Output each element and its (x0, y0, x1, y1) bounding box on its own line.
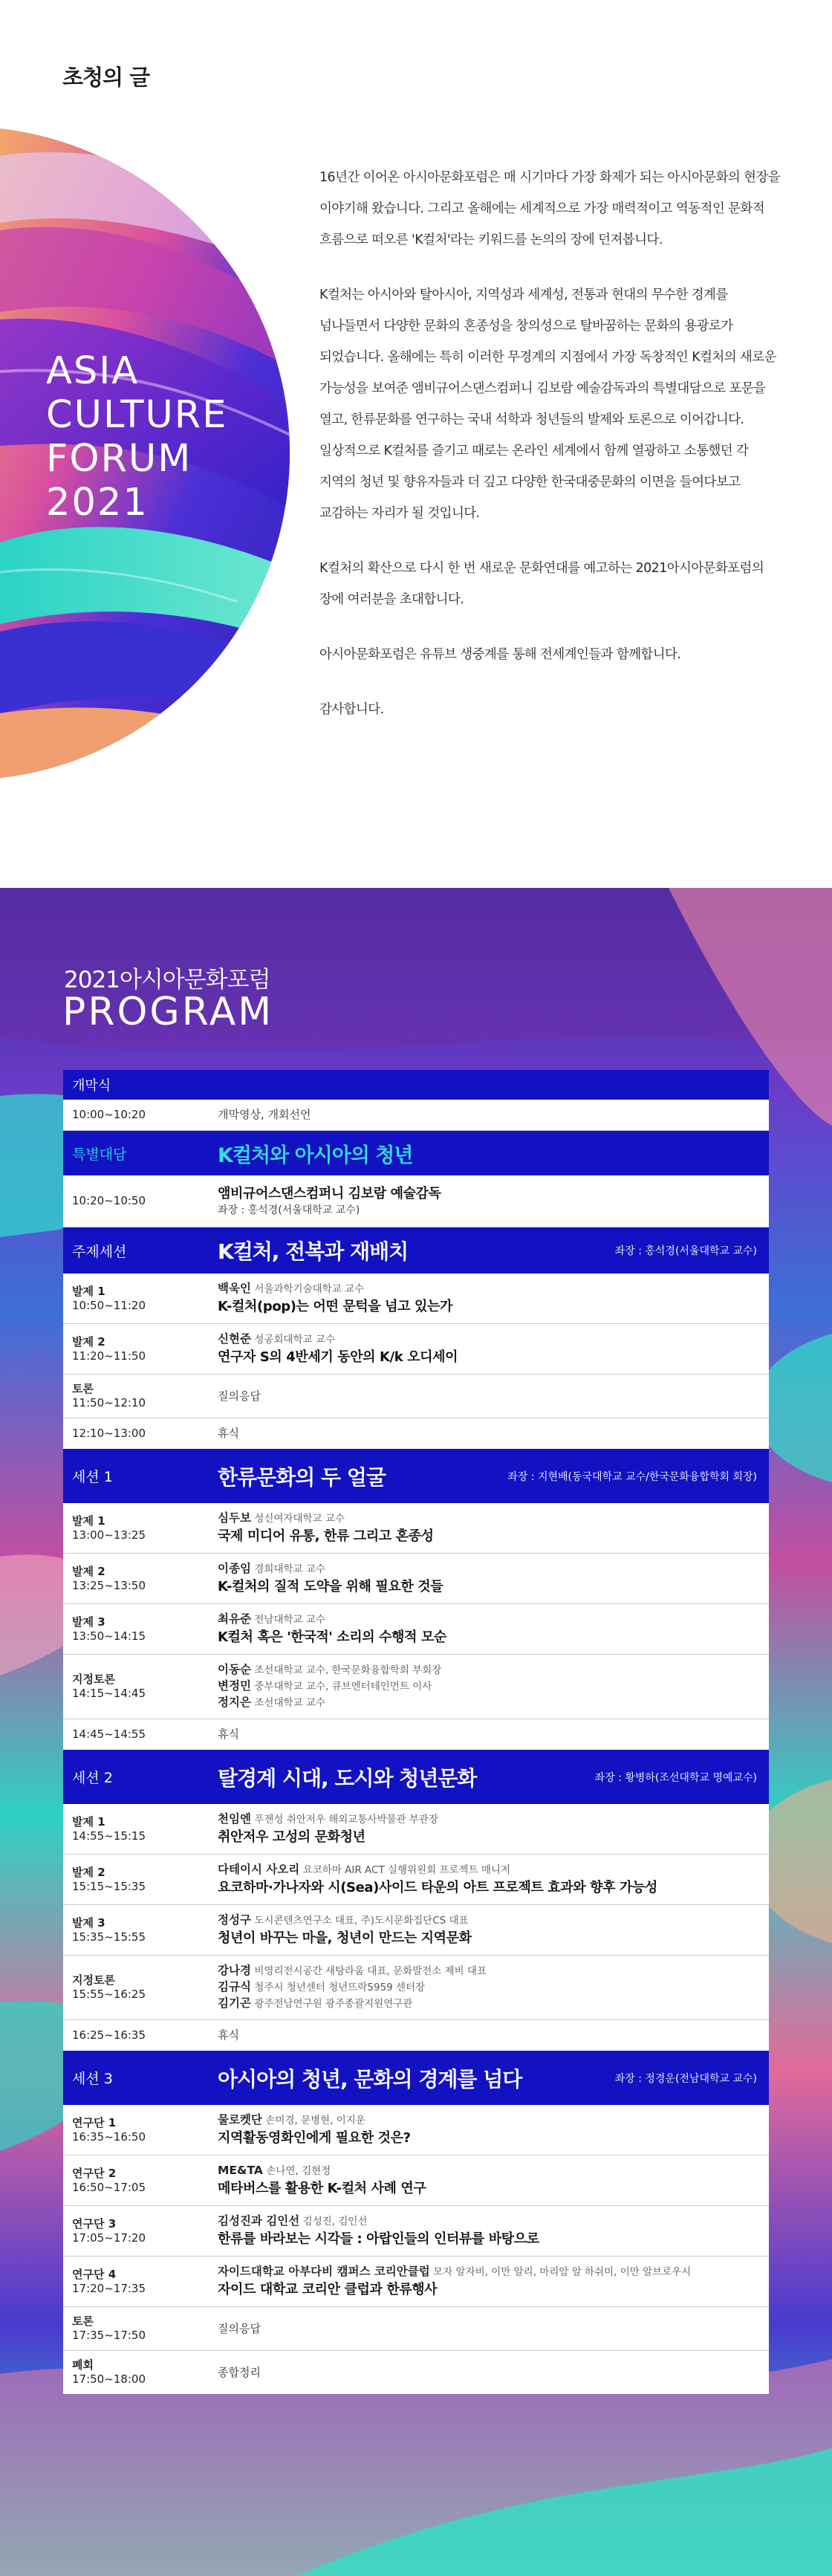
content-cell (218, 1655, 769, 1719)
time-text: 15:35~15:55 (72, 1930, 146, 1944)
time-cell (63, 2155, 218, 2205)
speaker-affiliation: 손나연, 김현정 (266, 2165, 331, 2177)
time-text: 14:55~15:15 (72, 1829, 146, 1843)
time-text: 16:35~16:50 (72, 2129, 146, 2144)
speaker-name: 백욱인 (218, 1282, 251, 1295)
table-row (63, 2020, 769, 2051)
presenter (218, 1811, 760, 1828)
content-cell (218, 2351, 769, 2394)
time-cell (63, 2105, 218, 2155)
forum-logo-text (46, 349, 227, 525)
table-row (63, 1554, 769, 1604)
presenter (218, 2264, 760, 2280)
logo-line-4: 2021 (46, 481, 149, 525)
speaker-name: 물로켓단 (218, 2113, 262, 2126)
speaker-name: 천임엔 (218, 1812, 251, 1826)
speaker-name: 신현준 (218, 1332, 251, 1346)
time-text: 17:50~18:00 (72, 2372, 146, 2386)
slot-label: 지정토론 (72, 1973, 115, 1987)
table-row (63, 1324, 769, 1375)
time-text: 15:55~16:25 (72, 1988, 146, 2001)
talk-title: K-컬처의 질적 도약을 위해 필요한 것들 (218, 1579, 443, 1594)
table-row (63, 1956, 769, 2020)
time-text: 16:50~17:05 (72, 2180, 146, 2194)
time-cell (63, 1554, 218, 1603)
speaker-affiliation: 모자 알자비, 이만 알리, 마리암 알 하쉬미, 이만 알브로우시 (433, 2266, 692, 2278)
talk-title: 지역활동영화인에게 필요한 것은? (218, 2130, 411, 2146)
special-talk-label: 특별대담 (72, 1146, 127, 1163)
letter-paragraph: 아시아문화포럼은 유튜브 생중계를 통해 전세계인들과 함께합니다. (319, 647, 681, 662)
content-text: 휴식 (218, 2028, 239, 2042)
speaker-affiliation: 성공회대학교 교수 (254, 1334, 335, 1346)
opening-header (63, 1070, 769, 1100)
content-cell (218, 1324, 769, 1374)
content-cell (218, 1604, 769, 1654)
presenter (218, 2163, 760, 2179)
session1-rows (63, 1503, 769, 1750)
session2-label: 세션 2 (72, 1770, 113, 1786)
time-text: 16:25~16:35 (72, 2028, 146, 2042)
letter-paragraph: 16년간 이어온 아시아문화포럼은 매 시기마다 가장 화제가 되는 아시아문화의 현장을 이야기해 왔습니다. 그리고 올해에는 세계적으로 가장 매력적이고 역동적인 문화적 흐름으로 떠오른 'K컬처'라는 키워드를 논의의 장에 던져봅니다. (319, 170, 781, 247)
speaker-name: 정지은 (218, 1696, 251, 1709)
slot-label: 지정토론 (72, 1673, 115, 1686)
content-cell (218, 1905, 769, 1955)
speaker-title: 앰비규어스댄스컴퍼니 김보람 예술감독 (218, 1185, 441, 1201)
session2-chair: 좌장 : 황병하(조선대학교 명예교수) (594, 1771, 757, 1784)
content-text: 휴식 (218, 1727, 239, 1741)
invitation-letter (319, 162, 787, 749)
slot-label: 폐회 (72, 2358, 94, 2372)
slot-label: 발제 1 (72, 1514, 105, 1528)
speaker-affiliation: 푸젠성 취안저우 해외교통사박물관 부관장 (254, 1814, 438, 1826)
content-text: 휴식 (218, 1427, 239, 1440)
content-text: 종합정리 (218, 2365, 261, 2379)
content-cell (218, 1804, 769, 1854)
table-row (63, 1100, 769, 1131)
session3-chair: 좌장 : 정경운(전남대학교 교수) (614, 2072, 757, 2085)
session3-label: 세션 3 (72, 2071, 113, 2087)
time-text: 15:15~15:35 (72, 1879, 146, 1893)
keynote-header (63, 1227, 769, 1274)
content-cell (218, 1719, 769, 1750)
slot-label: 연구단 4 (72, 2267, 117, 2281)
speaker-affiliation: 청주시 청년센터 청년뜨락5959 센터장 (254, 1982, 426, 1993)
slot-label: 토론 (72, 2314, 94, 2328)
speaker-name: 김성진과 김인선 (218, 2214, 300, 2228)
table-row (63, 1655, 769, 1719)
content-text: 질의응답 (218, 2321, 261, 2335)
letter-closing: 감사합니다. (319, 702, 384, 717)
speaker-affiliation: 조선대학교 교수, 한국문화융합학회 부회장 (254, 1664, 442, 1676)
speaker-name: ME&TA (218, 2164, 263, 2177)
time-cell (63, 1956, 218, 2019)
session1-title: 한류문화의 두 얼굴 (218, 1464, 386, 1490)
time-cell (63, 1655, 218, 1719)
slot-label: 발제 3 (72, 1615, 105, 1629)
time-cell (63, 1375, 218, 1418)
time-cell (63, 1804, 218, 1854)
panelist (218, 1695, 760, 1711)
content-text: 개막영상, 개회선언 (218, 1108, 311, 1121)
talk-title: 요코하마·가나자와 시(Sea)사이드 타운의 아트 프로젝트 효과와 향후 가능성 (218, 1880, 657, 1895)
talk-title: 메타버스를 활용한 K-컬처 사례 연구 (218, 2181, 426, 2196)
time-text: 11:20~11:50 (72, 1349, 146, 1363)
talk-title: 자이드 대학교 코리안 클럽과 한류행사 (218, 2282, 438, 2297)
time-text: 10:20~10:50 (72, 1194, 146, 1207)
content-cell (218, 1554, 769, 1603)
time-cell (63, 2351, 218, 2394)
table-row (63, 1503, 769, 1554)
content-cell (218, 2155, 769, 2205)
content-cell (218, 2206, 769, 2256)
time-text: 13:00~13:25 (72, 1528, 146, 1542)
time-text: 17:20~17:35 (72, 2281, 146, 2295)
slot-label: 발제 1 (72, 1814, 105, 1829)
speaker-name: 정성구 (218, 1913, 251, 1927)
invitation-title: 초청의 글 (62, 65, 150, 90)
time-cell (63, 2307, 218, 2350)
content-cell (218, 1274, 769, 1323)
table-row (63, 1804, 769, 1855)
chair-text: 좌장 : 홍석경(서울대학교 교수) (218, 1204, 360, 1216)
slot-label: 연구단 1 (72, 2115, 117, 2129)
time-cell (63, 1905, 218, 1955)
speaker-name: 심두보 (218, 1511, 251, 1525)
speaker-name: 김기곤 (218, 1996, 251, 2010)
table-row (63, 1855, 769, 1905)
table-row (63, 1418, 769, 1449)
letter-paragraph: K컬처는 아시아와 탈아시아, 지역성과 세계성, 전통과 현대의 무수한 경계를 넘나들면서 다양한 문화의 혼종성을 창의성으로 탈바꿈하는 문화의 용광로가 되었습니다. 올해에는 특히 이러한 무경계의 지점에서 가장 독창적인 K컬처의 새로운 가능성을 보여준 앰비규어스댄스컴퍼니 김보람 예술감독과의 특별대담으로 포문을 열고, 한류문화를 연구하는 국내 석학과 청년들의 발제와 토론으로 이어갑니다. 일상적으로 K컬처를 즐기고 때로는 온라인 세계에서 함께 열광하고 소통했던 각 지역의 청년 및 향유자들과 더 깊고 다양한 한국대중문화의 이면을 들여다보고 교감하는 자리가 될 것입니다. (319, 288, 776, 521)
speaker-affiliation: 도시콘텐츠연구소 대표, 주)도시문화집단CS 대표 (254, 1915, 469, 1927)
table-row (63, 2206, 769, 2257)
presenter (218, 1612, 760, 1628)
table-row (63, 1175, 769, 1227)
time-cell (63, 1719, 218, 1750)
session2-rows (63, 1804, 769, 2051)
presenter (218, 1511, 760, 1527)
content-text: 질의응답 (218, 1389, 261, 1403)
time-cell (63, 1274, 218, 1323)
content-cell (218, 1503, 769, 1553)
opening-header-label: 개막식 (72, 1078, 111, 1094)
time-cell (63, 1100, 218, 1130)
panelist (218, 1996, 760, 2012)
table-row (63, 1905, 769, 1956)
talk-title: 연구자 S의 4반세기 동안의 K/k 오디세이 (218, 1349, 458, 1365)
slot-label: 발제 2 (72, 1564, 105, 1578)
content-cell (218, 2105, 769, 2155)
program-schedule-table (63, 1070, 769, 2394)
speaker-name: 이동순 (218, 1663, 251, 1676)
speaker-affiliation: 광주전남연구원 광주종괄지원연구관 (254, 1998, 413, 2010)
content-cell (218, 2257, 769, 2306)
speaker-affiliation: 손미경, 문병현, 이지운 (265, 2115, 365, 2126)
content-cell (218, 1375, 769, 1418)
time-text: 10:50~11:20 (72, 1298, 146, 1312)
speaker-affiliation: 경희대학교 교수 (254, 1563, 325, 1575)
table-row (63, 1375, 769, 1418)
time-cell (63, 1175, 218, 1227)
time-cell (63, 1604, 218, 1654)
talk-title: 한류를 바라보는 시각들 : 아랍인들의 인터뷰를 바탕으로 (218, 2231, 539, 2247)
keynote-label: 주제세션 (72, 1243, 127, 1260)
time-cell (63, 1503, 218, 1553)
content-cell (218, 1956, 769, 2019)
slot-label: 토론 (72, 1382, 94, 1395)
keynote-title: K컬처, 전복과 재배치 (218, 1239, 409, 1264)
presenter (218, 1862, 760, 1878)
time-cell (63, 2020, 218, 2051)
time-cell (63, 1418, 218, 1449)
session3-rows (63, 2105, 769, 2394)
talk-title: 국제 미디어 유통, 한류 그리고 혼종성 (218, 1528, 434, 1544)
table-row (63, 2105, 769, 2155)
keynote-chair: 좌장 : 홍석경(서울대학교 교수) (614, 1245, 757, 1257)
speaker-affiliation: 전남대학교 교수 (254, 1614, 325, 1626)
slot-label: 발제 1 (72, 1284, 105, 1298)
special-talk-title: K컬처와 아시아의 청년 (218, 1143, 413, 1167)
table-row (63, 2307, 769, 2351)
letter-paragraph: K컬처의 확산으로 다시 한 번 새로운 문화연대를 예고하는 2021아시아문화포럼의 장에 여러분을 초대합니다. (319, 561, 764, 607)
logo-line-1: ASIA (46, 349, 140, 393)
time-text: 12:10~13:00 (72, 1427, 146, 1440)
session2-header (63, 1750, 769, 1804)
presenter (218, 1561, 760, 1577)
talk-title: 청년이 바꾸는 마을, 청년이 만드는 지역문화 (218, 1930, 472, 1946)
speaker-name: 자이드대학교 아부다비 캠퍼스 코리안클럽 (218, 2265, 430, 2278)
invitation-section (0, 0, 832, 888)
speaker-name: 김규식 (218, 1980, 251, 1993)
session1-chair: 좌장 : 지현배(동국대학교 교수/한국문화융합학회 회장) (507, 1470, 757, 1483)
speaker-name: 최유준 (218, 1612, 251, 1626)
talk-title: K-컬처(pop)는 어떤 문턱을 넘고 있는가 (218, 1299, 452, 1314)
program-section (0, 888, 832, 2576)
program-subtitle: 2021아시아문화포럼 (64, 967, 270, 993)
table-row (63, 1274, 769, 1324)
speaker-affiliation: 김성진, 김인선 (302, 2216, 368, 2228)
logo-line-2: CULTURE (46, 393, 228, 437)
table-row (63, 2351, 769, 2394)
presenter (218, 2112, 760, 2129)
slot-label: 연구단 3 (72, 2216, 117, 2231)
session2-title: 탈경계 시대, 도시와 청년문화 (218, 1765, 477, 1791)
logo-line-3: FORUM (46, 437, 192, 481)
panelist (218, 1963, 760, 1979)
panelist (218, 1979, 760, 1996)
program-title: PROGRAM (62, 990, 274, 1034)
table-row (63, 2155, 769, 2206)
time-cell (63, 2206, 218, 2256)
time-text: 14:15~14:45 (72, 1687, 146, 1700)
table-row (63, 1604, 769, 1655)
time-text: 10:00~10:20 (72, 1108, 146, 1121)
panelist (218, 1662, 760, 1678)
time-text: 13:50~14:15 (72, 1629, 146, 1643)
speaker-affiliation: 비영리전시공간 새탕라움 대표, 문화발전소 제비 대표 (254, 1965, 487, 1977)
content-cell (218, 1175, 769, 1227)
special-talk-header (63, 1131, 769, 1175)
speaker-name: 강나경 (218, 1964, 251, 1977)
content-cell (218, 1418, 769, 1449)
speaker-affiliation: 중부대학교 교수, 큐브엔터테인먼트 이사 (254, 1681, 432, 1693)
presenter (218, 1281, 760, 1297)
session1-header (63, 1449, 769, 1503)
content-cell (218, 1855, 769, 1904)
time-cell (63, 2257, 218, 2306)
content-cell (218, 1100, 769, 1130)
talk-title: 취안저우 고성의 문화청년 (218, 1829, 365, 1845)
presenter (218, 2213, 760, 2230)
table-row (63, 1719, 769, 1750)
content-cell (218, 2020, 769, 2051)
session3-header (63, 2051, 769, 2105)
time-cell (63, 1855, 218, 1904)
slot-label: 발제 2 (72, 1334, 105, 1349)
presenter (218, 1912, 760, 1929)
table-row (63, 2257, 769, 2307)
time-text: 17:05~17:20 (72, 2231, 146, 2245)
slot-label: 발제 2 (72, 1865, 105, 1879)
speaker-affiliation: 서울과학기술대학교 교수 (254, 1283, 365, 1295)
speaker-affiliation: 성신여자대학교 교수 (254, 1513, 345, 1525)
session3-title: 아시아의 청년, 문화의 경계를 넘다 (218, 2066, 522, 2092)
speaker-name: 이종임 (218, 1562, 251, 1575)
talk-title: K컬처 혹은 '한국적' 소리의 수행적 모순 (218, 1629, 446, 1645)
session1-label: 세션 1 (72, 1469, 113, 1485)
panelist (218, 1678, 760, 1695)
time-text: 11:50~12:10 (72, 1396, 146, 1409)
presenter (218, 1331, 760, 1348)
speaker-affiliation: 요코하마 AIR ACT 실행위원회 프로젝트 매니저 (302, 1864, 511, 1876)
time-text: 17:35~17:50 (72, 2329, 146, 2342)
speaker-affiliation: 조선대학교 교수 (254, 1697, 325, 1709)
time-cell (63, 1324, 218, 1374)
speaker-name: 다테이시 사오리 (218, 1863, 300, 1876)
slot-label: 발제 3 (72, 1915, 105, 1930)
time-text: 13:25~13:50 (72, 1578, 146, 1592)
keynote-rows (63, 1274, 769, 1449)
speaker-name: 변정민 (218, 1679, 251, 1693)
slot-label: 연구단 2 (72, 2166, 117, 2180)
time-text: 14:45~14:55 (72, 1727, 146, 1741)
content-cell (218, 2307, 769, 2350)
